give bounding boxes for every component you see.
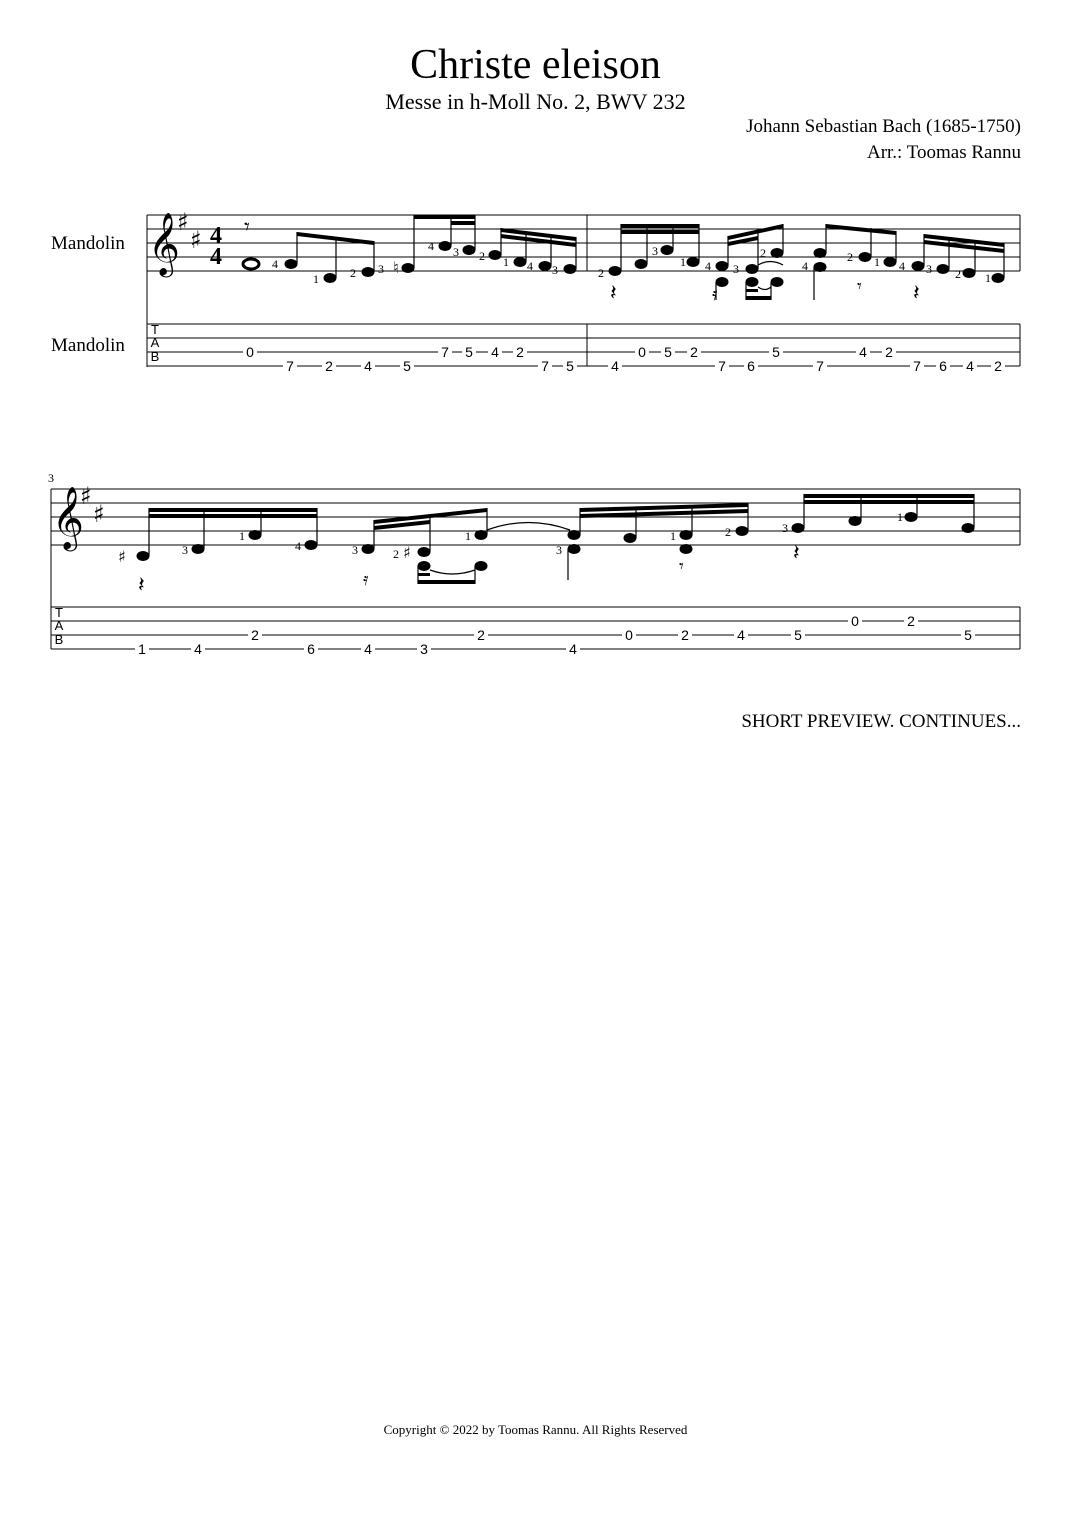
- svg-text:7: 7: [913, 358, 921, 374]
- svg-text:5: 5: [566, 358, 574, 374]
- svg-text:3: 3: [352, 543, 358, 557]
- svg-text:3: 3: [926, 262, 932, 276]
- svg-text:𝄽: 𝄽: [138, 573, 145, 598]
- svg-text:1: 1: [670, 529, 676, 543]
- measure3-notes: [118, 494, 974, 598]
- svg-text:B: B: [150, 349, 160, 364]
- svg-text:0: 0: [246, 344, 254, 360]
- svg-text:𝄽: 𝄽: [610, 281, 617, 306]
- svg-text:2: 2: [955, 267, 961, 281]
- staff-instrument-label: Mandolin: [51, 233, 125, 254]
- piece-subtitle: Messe in h-Moll No. 2, BWV 232: [385, 89, 686, 114]
- svg-text:4: 4: [364, 641, 372, 657]
- svg-text:♯: ♯: [177, 208, 189, 236]
- svg-text:7: 7: [816, 358, 824, 374]
- svg-text:A: A: [54, 618, 64, 633]
- svg-text:3: 3: [652, 244, 658, 258]
- svg-text:2: 2: [479, 249, 485, 263]
- svg-text:♯: ♯: [403, 543, 411, 562]
- svg-text:2: 2: [516, 344, 524, 360]
- tab-instrument-label: Mandolin: [51, 335, 125, 356]
- composer: Johann Sebastian Bach (1685-1750): [746, 116, 1021, 137]
- svg-text:4: 4: [966, 358, 974, 374]
- svg-text:5: 5: [465, 344, 473, 360]
- svg-text:T: T: [55, 605, 63, 620]
- time-signature: [210, 223, 222, 270]
- svg-text:4: 4: [527, 259, 533, 273]
- svg-text:0: 0: [625, 627, 633, 643]
- svg-text:4: 4: [802, 259, 808, 273]
- svg-text:1: 1: [985, 271, 991, 285]
- svg-text:6: 6: [939, 358, 947, 374]
- svg-text:1: 1: [503, 255, 509, 269]
- svg-text:4: 4: [295, 539, 301, 553]
- svg-text:1: 1: [313, 272, 319, 286]
- svg-text:3: 3: [378, 262, 384, 276]
- svg-text:𝄾: 𝄾: [679, 556, 684, 577]
- svg-text:A: A: [150, 335, 160, 350]
- svg-text:2: 2: [847, 250, 853, 264]
- svg-text:2: 2: [885, 344, 893, 360]
- svg-text:4: 4: [272, 257, 278, 271]
- svg-text:♯: ♯: [118, 547, 126, 566]
- svg-text:4: 4: [210, 244, 222, 270]
- treble-clef-icon-2: 𝄞: [52, 486, 84, 549]
- svg-text:1: 1: [897, 510, 903, 524]
- svg-text:7: 7: [286, 358, 294, 374]
- svg-text:1: 1: [239, 529, 245, 543]
- svg-text:2: 2: [760, 246, 766, 260]
- svg-text:2: 2: [907, 613, 915, 629]
- svg-text:4: 4: [569, 641, 577, 657]
- svg-text:4: 4: [859, 344, 867, 360]
- svg-text:1: 1: [465, 529, 471, 543]
- system1-tab-clef: [151, 322, 160, 364]
- svg-text:2: 2: [325, 358, 333, 374]
- svg-text:𝄿: 𝄿: [712, 284, 718, 305]
- preview-notice: SHORT PREVIEW. CONTINUES...: [741, 711, 1021, 732]
- svg-text:𝄿: 𝄿: [363, 569, 369, 590]
- svg-text:5: 5: [964, 627, 972, 643]
- svg-text:𝄽: 𝄽: [913, 281, 920, 306]
- svg-text:4: 4: [491, 344, 499, 360]
- arranger: Arr.: Toomas Rannu: [866, 142, 1021, 163]
- svg-text:0: 0: [851, 613, 859, 629]
- svg-text:2: 2: [477, 627, 485, 643]
- svg-text:2: 2: [690, 344, 698, 360]
- svg-text:7: 7: [441, 344, 449, 360]
- svg-text:4: 4: [705, 259, 711, 273]
- system1-tab-numbers: [243, 344, 1005, 374]
- svg-text:♮: ♮: [393, 258, 399, 277]
- svg-text:4: 4: [364, 358, 372, 374]
- svg-text:2: 2: [681, 627, 689, 643]
- svg-text:3: 3: [782, 521, 788, 535]
- svg-text:B: B: [54, 632, 64, 647]
- measure-number: 3: [48, 471, 54, 485]
- piece-title: Christe eleison: [410, 42, 661, 88]
- treble-clef-icon: 𝄞: [148, 212, 180, 275]
- system2-tab-clef: [55, 605, 64, 647]
- svg-text:6: 6: [307, 641, 315, 657]
- svg-text:4: 4: [428, 239, 434, 253]
- system2-staff: [51, 489, 1020, 649]
- svg-text:2: 2: [393, 547, 399, 561]
- svg-text:2: 2: [725, 525, 731, 539]
- copyright: Copyright © 2022 by Toomas Rannu. All Rights Reserved: [383, 1422, 688, 1437]
- svg-text:3: 3: [453, 245, 459, 259]
- svg-text:5: 5: [772, 344, 780, 360]
- svg-text:1: 1: [874, 255, 880, 269]
- svg-text:3: 3: [420, 641, 428, 657]
- svg-text:5: 5: [794, 627, 802, 643]
- svg-text:7: 7: [718, 358, 726, 374]
- svg-text:1: 1: [680, 255, 686, 269]
- svg-text:𝄾: 𝄾: [857, 276, 862, 297]
- svg-text:3: 3: [552, 263, 558, 277]
- svg-text:3: 3: [733, 262, 739, 276]
- svg-text:4: 4: [737, 627, 745, 643]
- svg-text:4: 4: [194, 641, 202, 657]
- svg-text:4: 4: [899, 259, 905, 273]
- svg-text:2: 2: [994, 358, 1002, 374]
- svg-text:1: 1: [138, 641, 146, 657]
- svg-text:♯: ♯: [190, 226, 202, 254]
- svg-text:4: 4: [611, 358, 619, 374]
- svg-text:𝄽: 𝄽: [793, 541, 800, 566]
- system1-fingerings: [272, 239, 991, 286]
- svg-text:♯: ♯: [80, 482, 92, 510]
- svg-text:T: T: [151, 322, 159, 337]
- svg-text:7: 7: [541, 358, 549, 374]
- svg-text:3: 3: [556, 543, 562, 557]
- svg-text:6: 6: [747, 358, 755, 374]
- svg-text:2: 2: [598, 266, 604, 280]
- svg-text:3: 3: [182, 543, 188, 557]
- svg-text:5: 5: [403, 358, 411, 374]
- svg-text:2: 2: [251, 627, 259, 643]
- svg-text:2: 2: [350, 266, 356, 280]
- svg-text:5: 5: [664, 344, 672, 360]
- svg-text:4: 4: [210, 223, 222, 249]
- svg-text:𝄾: 𝄾: [244, 215, 250, 240]
- svg-text:0: 0: [638, 344, 646, 360]
- svg-text:♯: ♯: [93, 500, 105, 528]
